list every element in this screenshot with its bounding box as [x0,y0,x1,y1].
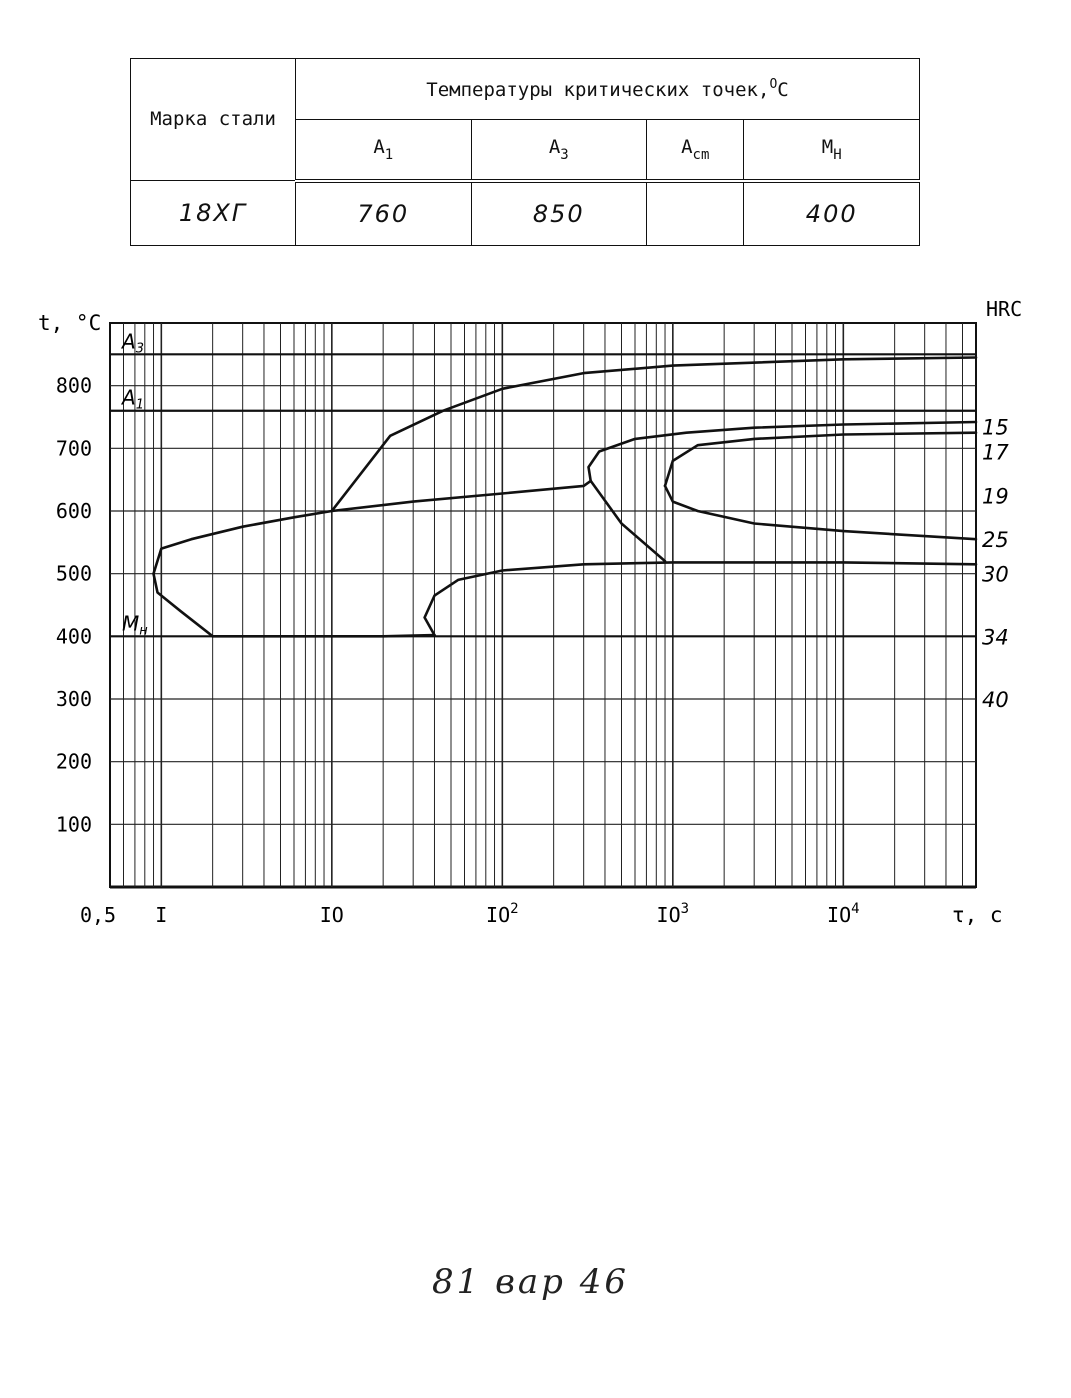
x-tick-label: $IO^4$ [827,901,860,927]
curve-7 [213,635,435,636]
hrc-label: 30 [982,562,1009,587]
a3-value: 850 [471,181,647,246]
y-tick-label: 300 [55,687,92,711]
steel-grade-header: Марка стали [131,59,296,181]
curve-4 [591,481,665,561]
y-tick-label: 100 [55,812,92,837]
col-acm: $A_{cm}$ [647,120,744,181]
ref-label-Mн: $M_н$ [122,611,148,639]
col-mh: $M_H$ [744,120,920,181]
hrc-label: 15 [982,415,1009,440]
hrc-label: 25 [982,528,1009,553]
steel-grade-value: 18ХГ [131,181,296,246]
y-axis-label: t, °C [38,311,102,335]
critical-lines [110,329,976,638]
handwritten-note: 81 вар 46 [432,1262,629,1302]
chart-grid [110,323,976,887]
y-tick-label: 600 [55,499,92,523]
hrc-label: 19 [982,484,1009,509]
ref-label-A3: $A_3$ [122,329,144,357]
transformation-curves [154,358,977,637]
y-tick-label: 200 [55,749,92,774]
x-tick-label: I [155,903,168,927]
x-tick-label: IO [319,903,344,927]
ref-label-A1: $A_1$ [122,385,144,413]
x-tick-label: 0,5 [79,903,117,927]
curve-5 [665,433,976,486]
x-tick-label: $IO^2$ [486,901,519,927]
y-tick-label: 400 [55,624,92,649]
y-tick-label: 500 [55,561,92,586]
hrc-axis-label: HRC [986,297,1023,321]
mh-value: 400 [744,181,920,246]
critical-temperatures-title: Температуры критических точек, [426,79,770,102]
hrc-label: 40 [982,688,1009,712]
curve-6 [665,486,976,539]
hrc-label: 17 [982,440,1009,465]
header-unit: C [777,79,789,102]
col-a1: $A_1$ [296,120,472,181]
degree-mark: O [769,77,778,93]
curve-2 [154,481,591,636]
axis-labels [38,297,1022,927]
y-tick-label: 800 [55,373,92,398]
y-tick-label: 700 [55,436,92,461]
hrc-label: 34 [982,625,1009,650]
a1-value: 760 [296,181,472,246]
x-axis-label: τ, c [952,903,1003,927]
x-tick-label: $IO^3$ [656,901,690,927]
plot-frame [110,323,976,887]
col-a3: $A_3$ [471,120,647,181]
